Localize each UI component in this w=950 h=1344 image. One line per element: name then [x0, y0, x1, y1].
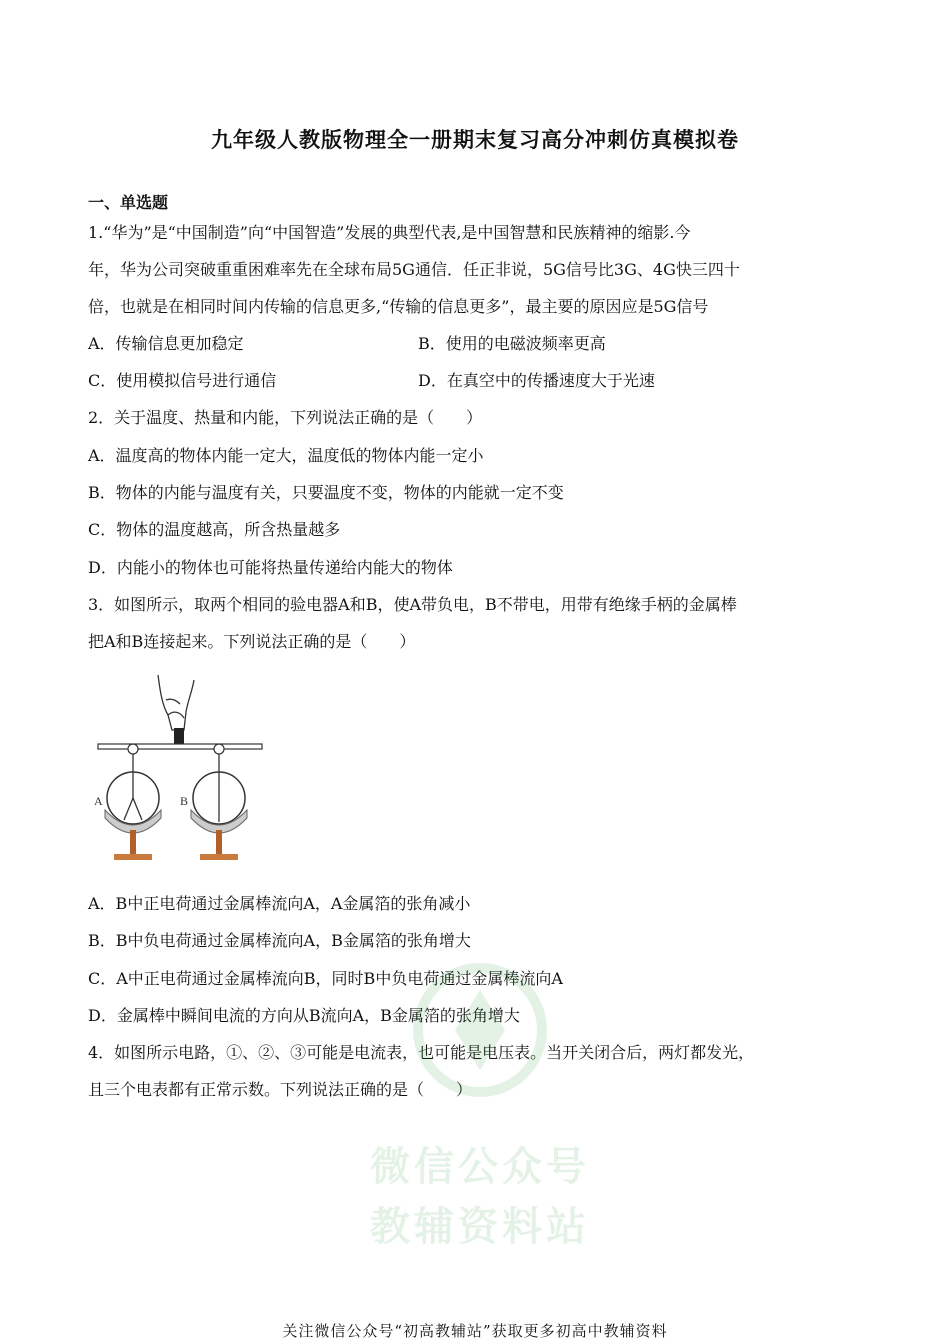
q3-option-a: A．B中正电荷通过金属棒流向A，A金属箔的张角减小 — [88, 894, 471, 913]
q3-stem-line-2: 把A和B连接起来。下列说法正确的是（ ） — [88, 632, 416, 651]
electroscope-a — [105, 744, 161, 860]
watermark-line-1: 微信公众号 — [370, 1144, 590, 1190]
label-b: B — [180, 794, 189, 808]
q2-option-c: C．物体的温度越高，所含热量越多 — [88, 520, 341, 539]
q1-stem-line-1: 1.“华为”是“中国制造”向“中国智造”发展的典型代表,是中国智慧和民族精神的缩影.今 — [88, 223, 691, 242]
q4-stem-line-1: 4．如图所示电路，①、②、③可能是电流表，也可能是电压表。当开关闭合后，两灯都发光， — [88, 1043, 755, 1062]
q2-option-d: D．内能小的物体也可能将热量传递给内能大的物体 — [88, 558, 453, 577]
q1-stem-line-2: 年，华为公司突破重重困难率先在全球布局5G通信．任正非说，5G信号比3G、4G快三四十 — [88, 260, 740, 279]
section-heading: 一、单选题 — [88, 193, 169, 212]
q4-stem-line-2: 且三个电表都有正常示数。下列说法正确的是（ ） — [88, 1080, 473, 1099]
q3-stem-line-1: 3．如图所示，取两个相同的验电器A和B，使A带负电，B不带电，用带有绝缘手柄的金属棒 — [88, 595, 737, 614]
electroscope-b — [191, 744, 247, 860]
q1-option-d: D．在真空中的传播速度大于光速 — [418, 371, 655, 390]
metal-rod — [98, 744, 262, 749]
q2-stem: 2．关于温度、热量和内能，下列说法正确的是（ ） — [88, 408, 483, 427]
q2-option-a: A．温度高的物体内能一定大，温度低的物体内能一定小 — [88, 446, 484, 465]
q1-option-c: C．使用模拟信号进行通信 — [88, 371, 277, 390]
label-a: A — [94, 794, 103, 808]
q1-option-a: A．传输信息更加稳定 — [88, 334, 244, 353]
q3-option-b: B．B中负电荷通过金属棒流向A，B金属箔的张角增大 — [88, 931, 471, 950]
q1-option-b: B．使用的电磁波频率更高 — [418, 334, 606, 353]
q3-option-c: C．A中正电荷通过金属棒流向B，同时B中负电荷通过金属棒流向A — [88, 969, 563, 988]
exam-title: 九年级人教版物理全一册期末复习高分冲刺仿真模拟卷 — [211, 127, 739, 152]
electroscope-figure — [88, 670, 268, 870]
watermark-line-2: 教辅资料站 — [370, 1204, 590, 1250]
q1-stem-line-3: 倍，也就是在相同时间内传输的信息更多,“传输的信息更多”，最主要的原因应是5G信号 — [88, 297, 709, 316]
q2-option-b: B．物体的内能与温度有关，只要温度不变，物体的内能就一定不变 — [88, 483, 564, 502]
q3-option-d: D．金属棒中瞬间电流的方向从B流向A，B金属箔的张角增大 — [88, 1006, 520, 1025]
page-footer: 关注微信公众号“初高教辅站”获取更多初高中教辅资料 — [282, 1322, 668, 1340]
watermark — [340, 960, 620, 1250]
hand-icon — [158, 675, 194, 730]
insulated-handle — [174, 728, 184, 744]
